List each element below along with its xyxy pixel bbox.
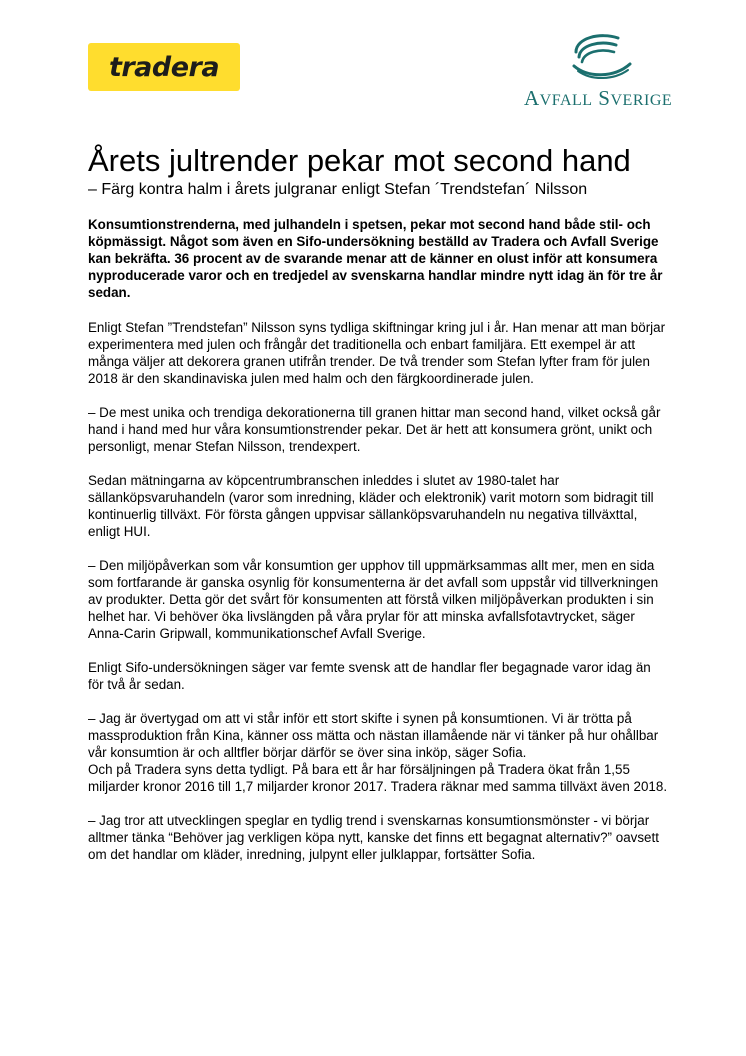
article-paragraph: Sedan mätningarna av köpcentrumbranschen inleddes i slutet av 1980-talet har sällanköpsvaruhandeln (varor som inredning, kläder och elektronik) varit motorn som bidragit till kontinuerlig tillväxt. För första gången uppvisar sällanköpsvaruhandeln nu negativa tillväxttal, enligt HUI. [88, 473, 654, 539]
article-headline: Årets jultrender pekar mot second hand [88, 143, 631, 178]
article-subtitle: – Färg kontra halm i årets julgranar enligt Stefan ´Trendstefan´ Nilsson [88, 181, 588, 198]
article-paragraph: – De mest unika och trendiga dekorationerna till granen hittar man second hand, vilket också går hand i hand med hur våra konsumtionstrender pekar. Det är hett att konsumera grönt, unikt och personligt, menar Stefan Nilsson, trendexpert. [88, 405, 661, 454]
avfall-sverige-emblem-icon [570, 30, 634, 80]
article-body [88, 216, 668, 880]
avfall-sverige-logo [518, 30, 682, 110]
article-paragraph: Enligt Stefan ”Trendstefan” Nilsson syns tydliga skiftningar kring jul i år. Han menar att man börjar experimentera med julen och frångår det traditionella och enbart familjära. Ett exempel är att många väljer att dekorera granen utifrån trender. De två trender som Stefan lyfter fram för julen 2018 är den skandinaviska julen med halm och den färgkoordinerade julen. [88, 320, 666, 386]
tradera-logo [88, 43, 240, 91]
article-paragraph: – Den miljöpåverkan som vår konsumtion ger upphov till uppmärksammas allt mer, men en sida som fortfarande är ganska osynlig för konsumenterna är det avfall som uppstår vid tillverkningen av produkter. Detta gör det svårt för konsumenten att förstå vilken miljöpåverkan produkten i sin helhet har. Vi behöver öka livslängden på våra prylar för att minska avfallsfotavtrycket, säger Anna-Carin Gripwall, kommunikationschef Avfall Sverige. [88, 558, 659, 641]
tradera-logo-wordmark: tradera [108, 51, 220, 83]
article-paragraph: – Jag är övertygad om att vi står inför ett stort skifte i synen på konsumtionen. Vi är trötta på massproduktion från Kina, känner oss mätta och nästan illamående när vi tänker på hur ohållbar vår konsumtion är och alltfler börjar därför se över sina inköp, säger Sofia. [88, 711, 659, 760]
article-paragraph: – Jag tror att utvecklingen speglar en tydlig trend i svenskarnas konsumtionsmönster - vi börjar alltmer tänka “Behöver jag verkligen köpa nytt, kanske det finns ett begagnat alternativ?” oavsett om det handlar om kläder, inredning, julpynt eller julklappar, fortsätter Sofia. [88, 813, 659, 862]
article-paragraph: Och på Tradera syns detta tydligt. På bara ett år har försäljningen på Tradera ökat från 1,55 miljarder kronor 2016 till 1,7 miljarder kronor 2017. Tradera räknar med samma tillväxt även 2018. [88, 762, 668, 794]
article-paragraph: Enligt Sifo-undersökningen säger var femte svensk att de handlar fler begagnade varor idag än för två år sedan. [88, 660, 651, 692]
avfall-sverige-name: AVFALL SVERIGE [524, 86, 673, 110]
article-lead: Konsumtionstrenderna, med julhandeln i spetsen, pekar mot second hand både stil- och köpmässigt. Något som även en Sifo-undersökning beställd av Tradera och Avfall Sverige kan bekräfta. 36 procent av de svarande menar att de känner en olust inför att konsumera nyproducerade varor och en tredjedel av svenskarna handlar mindre nytt idag än för tre år sedan. [88, 217, 663, 300]
avfall-sverige-wordmark [524, 86, 672, 111]
